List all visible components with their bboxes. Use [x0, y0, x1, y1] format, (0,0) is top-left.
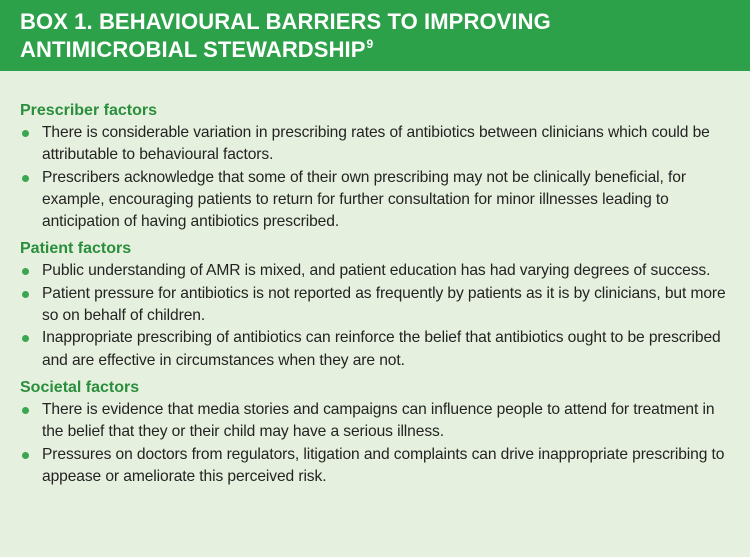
reference-superscript: 9 — [366, 37, 374, 51]
bullet-list — [20, 122, 734, 233]
box-title — [20, 8, 730, 64]
section-title: Patient factors — [20, 240, 132, 258]
section-societal-factors — [20, 378, 734, 488]
bullet-dot-icon — [22, 175, 29, 182]
list-item-text: Prescribers acknowledge that some of their own prescribing may not be clinically beneficial, for example, encouraging patients to return for further consultation for minor illnesses leading to anticipation of having antibiotics prescribed. — [42, 168, 686, 231]
list-item-text: Pressures on doctors from regulators, litigation and complaints can drive inappropriate prescribing to appease or ameliorate this perceived risk. — [42, 445, 725, 485]
section-patient-factors — [20, 239, 734, 371]
bullet-dot-icon — [22, 335, 29, 342]
list-item — [20, 260, 734, 282]
list-item-text: There is evidence that media stories and campaigns can influence people to attend for treatment in the belief that they or their child may have a serious illness. — [42, 400, 715, 441]
box-header — [0, 0, 750, 71]
list-item — [20, 399, 734, 444]
list-item — [20, 167, 734, 234]
section-title: Prescriber factors — [20, 102, 157, 119]
list-item-text: Inappropriate prescribing of antibiotics can reinforce the belief that antibiotics ought to be prescribed and are effective in circumstances when they are not. — [42, 329, 721, 369]
bullet-dot-icon — [22, 130, 29, 137]
box-content — [0, 71, 750, 488]
list-item — [20, 444, 734, 489]
bullet-list — [20, 260, 734, 371]
section-title: Societal factors — [20, 378, 140, 396]
bullet-list — [20, 399, 734, 488]
section-prescriber-factors — [20, 101, 734, 233]
bullet-dot-icon — [22, 268, 29, 275]
list-item-text: Patient pressure for antibiotics is not reported as frequently by patients as it is by clinicians, but more so on behalf of children. — [42, 284, 726, 325]
bullet-dot-icon — [22, 407, 29, 414]
list-item — [20, 122, 734, 167]
list-item — [20, 327, 734, 372]
bullet-dot-icon — [22, 452, 29, 459]
list-item-text: There is considerable variation in prescribing rates of antibiotics between clinicians which could be attributable to behavioural factors. — [42, 124, 710, 164]
bullet-dot-icon — [22, 291, 29, 298]
box-title-text: BOX 1. BEHAVIOURAL BARRIERS TO IMPROVING ANTIMICROBIAL STEWARDSHIP — [20, 9, 551, 62]
list-item-text: Public understanding of AMR is mixed, and patient education has had varying degrees of success. — [42, 262, 711, 280]
list-item — [20, 283, 734, 328]
